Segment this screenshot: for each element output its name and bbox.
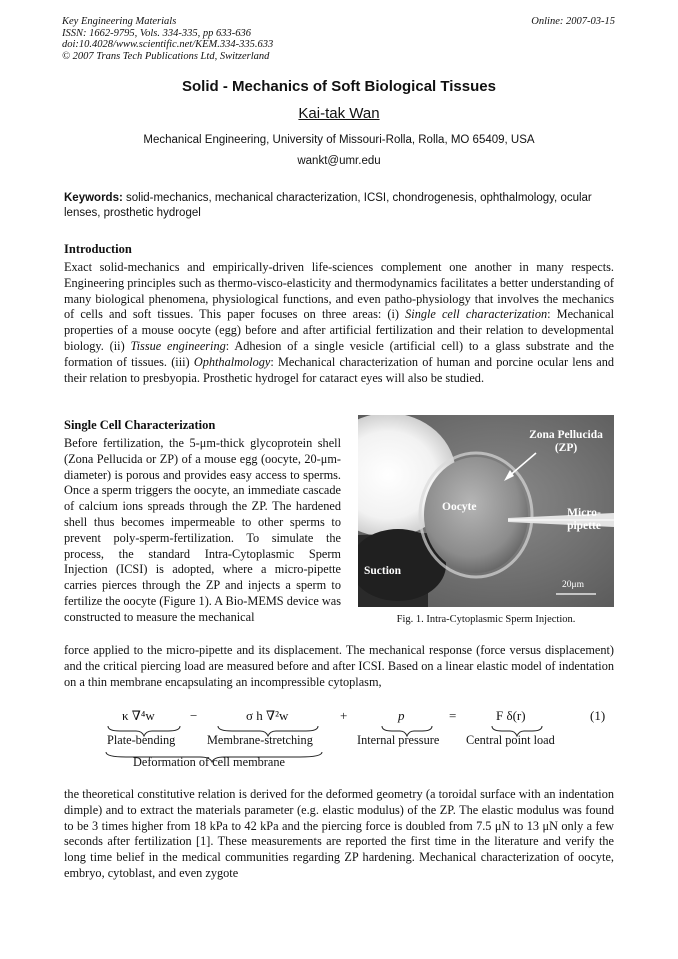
intro-italic-1: Single cell characterization (405, 307, 548, 322)
label-internal-pressure: Internal pressure (357, 733, 440, 747)
label-membrane-stretching: Membrane-stretching (207, 733, 313, 747)
label-deformation: Deformation of cell membrane (133, 755, 285, 769)
author-name[interactable]: Kai-tak Wan (298, 105, 380, 122)
intro-text-2: : Mechanical properties of a mouse oocyte (egg) before and after artificial fertilization and their relation to developmental biology. (ii) (64, 307, 615, 353)
online-date: Online: 2007-03-15 (531, 16, 615, 27)
micro-pipette-label: Micro-pipette (567, 507, 601, 532)
intro-italic-3: Ophthalmology (193, 354, 271, 369)
label-central-point-load: Central point load (466, 733, 555, 747)
doi-line: doi:10.4028/www.scientific.net/KEM.334-335.633 (62, 39, 274, 50)
eq-term-plate-bending: κ ∇⁴w (122, 708, 155, 723)
eq-term-pressure: p (398, 708, 405, 723)
eq-plus: + (340, 708, 348, 723)
author-email[interactable]: wankt@umr.edu (297, 155, 381, 167)
introduction-paragraph (64, 260, 614, 386)
suction-label: Suction (364, 565, 402, 577)
copyright-line: © 2007 Trans Tech Publications Ltd, Switzerland (62, 50, 270, 62)
figure-caption: Fig. 1. Intra-Cytoplasmic Sperm Injection. (396, 614, 576, 625)
paper-title: Solid - Mechanics of Soft Biological Tissues (182, 78, 496, 95)
intro-italic-2: Tissue engineering (130, 338, 226, 353)
eq-term-membrane: σ h ∇²w (246, 708, 289, 723)
keywords-label: Keywords: (64, 192, 123, 204)
single-cell-paragraph: force applied to the micro-pipette and its displacement. The mechanical response (force versus displacement) and the critical piercing load are measured before and after ICSI. Based on a linear elastic model of indentation on a thin membrane encapsulating an incompressible cytoplasm, (64, 643, 614, 689)
keywords (64, 191, 614, 221)
single-cell-column-text: Before fertilization, the 5-μm-thick glycoprotein shell (Zona Pellucida or ZP) of a mouse egg (oocyte, 20-μm-diameter) is porous and provides easy access to sperms. Once a sperm triggers the oocyte, an immediate cascade of calcium ions spreads through the ZP. The hardened shell thus becomes impermeable to other sperms to prevent poly-sperm-fertilization. To simulate the process, the standard Intra-Cytoplasmic Sperm Injection (ICSI) is adopted, where a micro-pipette carries pierces through the ZP and injects a sperm to fertilize the oocyte (Figure 1). A Bio-MEMS device was constructed to measure the mechanical (64, 436, 341, 624)
icsi-figure (358, 415, 614, 607)
eq-minus: − (190, 708, 198, 723)
label-plate-bending: Plate-bending (107, 733, 176, 747)
intro-text-1: Exact solid-mechanics and empirically-driven life-sciences complement one another in many respects. Engineering principles such as thermo-visco-elasticity and thermodynamics facilitates a better understanding of many biological phenomena, physiological functions, and even patho-physiology that involves the mechanics of cells and soft tissues. This paper focuses on three areas: (i) (64, 260, 614, 322)
equation-number: (1) (590, 708, 606, 723)
issn-line: ISSN: 1662-9795, Vols. 334-335, pp 633-636 (62, 27, 251, 39)
oocyte-label: Oocyte (442, 501, 477, 513)
zona-label: Zona Pellucida (ZP) (529, 429, 603, 454)
intro-text-4: : Mechanical characterization of human and porcine ocular lens and their relation to presbyopia. Prosthetic hydrogel for cataract eyes will also be studied. (64, 354, 614, 385)
keywords-text: solid-mechanics, mechanical characterization, ICSI, chondrogenesis, ophthalmology, ocular lenses, prosthetic hydrogel (64, 192, 592, 219)
author-line (0, 105, 678, 122)
closing-paragraph: the theoretical constitutive relation is derived for the deformed geometry (a toroidal surface with an indentation dimple) and to extract the materials parameter (e.g. elastic modulus) of the ZP. The elastic modulus was found to be 3 times higher from 18 kPa to 42 kPa and the piercing force is doubled from 7.5 μN to 13 μN only a few seconds after fertilization [1]. These measurements are reported the first time in the literature and verify the long time belief in the medical communities regarding ZP hardening. Mechanical characterization of oocyte, embryo, cytoblast, and even zygote (64, 787, 614, 880)
single-cell-heading: Single Cell Characterization (64, 418, 216, 432)
introduction-heading: Introduction (64, 242, 132, 256)
journal-name: Key Engineering Materials (62, 16, 177, 27)
eq-term-point-load: F δ(r) (496, 708, 526, 723)
scale-bar-label: 20μm (562, 580, 584, 590)
intro-text-3: : Adhesion of a single vesicle (artificial cell) to a glass substrate and the formation of tissues. (iii) (64, 338, 614, 369)
journal-header (62, 16, 273, 62)
affiliation: Mechanical Engineering, University of Missouri-Rolla, Rolla, MO 65409, USA (143, 134, 535, 146)
eq-equals: = (449, 708, 457, 723)
